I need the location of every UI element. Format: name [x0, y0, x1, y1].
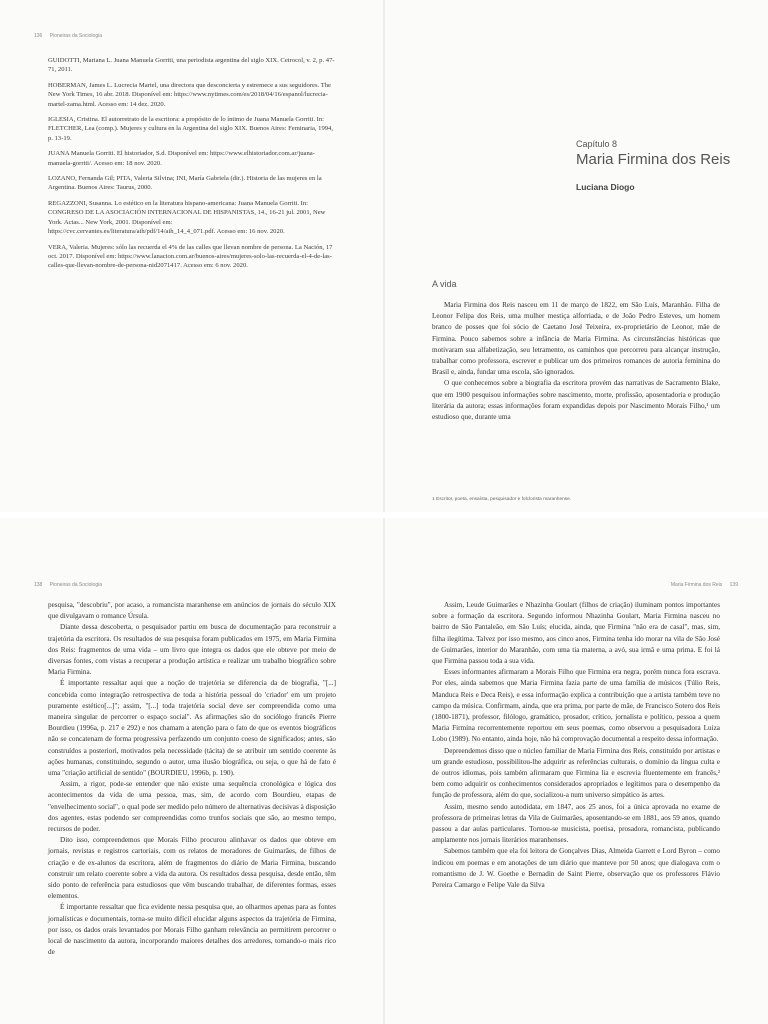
body-text-left — [48, 600, 336, 959]
reference-item: GUIDOTTI, Mariana L. Juana Manuela Gorriti, una periodista argentina del siglo XIX. Cetrocol, v. 2, p. 47-71, 2011. — [48, 57, 335, 74]
paragraph: Esses informantes afirmaram a Morais Filho que Firmina era negra, porém nunca fora escrava. Por eles, ainda sabemos que Maria Firmina fazia parte de uma família de músicos (Túlio Reis, Manduca Reis e Deca Reis), e essa informação explica a contribuição que a artista também teve no campo da música. Confirmam, ainda, que era prima, por parte de mãe, de Francisco Sotero dos Reis (1800-1871), professor, filólogo, gramático, prosador, crítico, jornalista e político, pessoa a quem Maria Firmina recorrentemente reportou em seus poemas, como observou a pesquisadora Luiza Lobo (1989). No entanto, ainda hoje, não há comprovação documental a respeito dessa informação. — [432, 668, 720, 744]
reference-item: JUANA Manuela Gorriti. El historiador, S.d. Disponível em: https://www.elhistoriador.com.ar/juana-manuela-gorriti/. Acesso em: 18 nov. 2020. — [48, 150, 315, 167]
chapter-title: Maria Firmina dos Reis — [576, 151, 731, 168]
bottom-spread — [0, 512, 768, 1024]
paragraph: Assim, Leude Guimarães e Nhazinha Goulart (filhos de criação) iluminam pontos importantes sobre a formação da escritora. Segundo informou Nhazinha Goulart, Maria Firmina nasceu no bairro de São Pantaleão, em São Luís; elucida, ainda, que Firmina "não era de casal", mas, sim, filha ilegítima. Talvez por isso mesmo, aos cinco anos, Firmina tenha ido morar na vila de São José de Guimarães, interior do Maranhão, com uma tia materna, a avó, sua irmã e uma prima. E foi lá que Firmina passou toda a sua vida. — [432, 601, 720, 666]
paragraph: É importante ressaltar que fica evidente nessa pesquisa que, ao olharmos apenas para as fontes jornalísticas e documentais, torna-se muito difícil elucidar alguns aspectos da trajetória de Firmina, por isso, os dados orais levantados por Morais Filho ganham relevância ao permitirem percorrer o local de nascimento da autora, incorporando maiores detalhes dos arredores, tornando-o mais rico de — [48, 903, 336, 957]
paragraph: É importante ressaltar aqui que a noção de trajetória se diferencia da de biografia, "[...] concebida como integração retrospectiva de toda a história pessoal do 'criador' em um projeto puramente estético[...]"; assim, "[...] toda trajetória social deve ser compreendida como uma maneira singular de percorrer o espaço social". As afirmações são do sociólogo francês Pierre Bourdieu (1996a, p. 217 e 292) e nos chamam a atenção para o fato de que os eventos biográficos não se concatenam de forma progressiva perfazendo um conjunto coeso de significados; antes, são construídos a posteriori, motivados pela necessidade (tácita) de se atribuir um sentido coerente às ações humanas, constituindo, segundo o autor, uma ilusão biográfica, ou seja, o que há de fato é uma "criação artificial de sentido" (BOURDIEU, 1996b, p. 190). — [48, 679, 336, 778]
page-number: 138 — [34, 582, 43, 588]
section-title: A vida — [432, 279, 457, 289]
paragraph: Diante dessa descoberta, o pesquisador partiu em busca de documentação para reconstruir a trajetória da escritora. Os resultados de sua pesquisa foram publicados em 1975, em Maria Firmina dos Reis: fragmentos de uma vida – um livro que integra os dados que ele obteve por meio de diversas fontes, com vistas a recuperar a produção artística e realizar um trabalho biográfico sobre Maria Firmina. — [48, 623, 336, 677]
references-list — [48, 56, 338, 277]
paragraph: Dito isso, compreendemos que Morais Filho procurou alinhavar os dados que obteve em jornais, revistas e registros cartoriais, com os relatos de moradores de Guimarães, de filhos de criação e de ex-alunos da escritora, além de fragmentos do diário de Maria Firmina, buscando construir um relato coerente sobre a vida da autora. Os resultados dessa pesquisa, desde então, têm sido ponto de referência para estudiosos que vêm buscando trabalhar, de diferentes formas, esses elementos. — [48, 836, 336, 901]
paragraph: Assim, mesmo sendo autodidata, em 1847, aos 25 anos, foi a única aprovada no exame de professora de primeiras letras da Vila de Guimarães, aposentando-se em 1881, aos 59 anos, quando passou a dar aulas particulares. Tornou-se musicista, poetisa, prosadora, romancista, publicando amplamente nos jornais literários maranhenses. — [432, 802, 720, 845]
running-header-left — [34, 582, 102, 588]
paragraph: Assim, a rigor, pode-se entender que não existe uma sequência cronológica e lógica dos acontecimentos da vida de uma pessoa, mas, sim, de acordo com Bourdieu, etapas de "envelhecimento social", o qual pode ser medido pelo número de alternativas decisivas à disposição dos agentes, estas podendo ser compreendidas como trunfos sociais que são, ao mesmo tempo, recursos de poder. — [48, 780, 336, 834]
running-header-left — [34, 33, 102, 39]
reference-item: LOZANO, Fernanda Gil; PITA, Valeria Silvina; INI, María Gabriela (dir.). Historia de las mujeres en la Argentina. Buenos Aires: Taurus, 2000. — [48, 175, 322, 192]
reference-item: IGLESIA, Cristina. El autorretrato de la escritora: a propósito de lo íntimo de Juana Manuela Gorriti. In: FLETCHER, Lea (comp.). Mujeres y cultura en la Argentina del siglo XIX. Buenos Aires: Feminaria, 1994, p. 13-19. — [48, 116, 333, 142]
reference-item: HOBERMAN, James L. Lucrecia Martel, una directora que desconcierta y estremece a sus seguidores. The New York Times, 16 abr. 2018. Disponível em: https://www.nytimes.com/es/2018/04/16/espanol/lucrecia-martel-zama.html. Acesso em: 14 dez. 2020. — [48, 81, 331, 108]
paragraph: Maria Firmina dos Reis nasceu em 11 de março de 1822, em São Luís, Maranhão. Filha de Leonor Felipa dos Reis, uma mulher mestiça alforriada, e de João Pedro Esteves, um homem branco de posses que foi sócio de Caetano José Teixeira, ex-proprietário de Leonor, mãe de Firmina. Pouco sabemos sobre a infância de Maria Firmina. As circunstâncias históricas que motivaram sua alfabetização, seu letramento, os caminhos que percorreu para alcançar instrução, trabalhar como professora, escrever e publicar um dos primeiros romances de autoria feminina do Brasil e, ainda, fundar uma escola, são ignorados. — [432, 301, 720, 377]
page-number: 136 — [34, 33, 43, 39]
reference-item: VERA, Valeria. Mujeres: sólo las recuerda el 4% de las calles que llevan nombre de persona. La Nación, 17 oct. 2017. Disponível em: https://www.lanacion.com.ar/buenos-aires/mujeres-solo-las-recuerda-el-4-de-las-calles-que-llevan-nombre-de-persona-nid2071417. Acesso em: 6 nov. 2020. — [48, 243, 333, 270]
page-number: 139 — [729, 582, 738, 588]
running-title: Pioneiras da Sociologia — [49, 33, 102, 39]
running-title: Pioneiras da Sociologia — [49, 582, 102, 588]
running-title: Maria Firmina dos Reis — [670, 582, 723, 588]
chapter-author: Luciana Diogo — [576, 182, 635, 192]
running-header-right — [671, 582, 738, 588]
gutter — [383, 0, 385, 512]
paragraph: Depreendemos disso que o núcleo familiar de Maria Firmina dos Reis, constituído por artistas e um grande estudioso, possibilitou-lhe adquirir as referências culturais, o domínio da língua culta e de outros idiomas, pois também afirmaram que Firmina lia e escrevia fluentemente em francês,² bem como adquirir os conhecimentos considerados apropriados e legítimos para o desempenho da função de professora, além do que, socializou-a num universo simpático às artes. — [432, 746, 720, 800]
gutter — [383, 518, 385, 1024]
reference-item: REGAZZONI, Susanna. Lo estético en la literatura hispano-americana: Juana Manuela Gorriti. In: CONGRESO DE LA ASOCIACIÓN INTERNACIONAL DE HISPANISTAS, 14., 16-21 jul. 2001, New York. Actas... New York, 2001. Disponível em: https://cvc.cervantes.es/literatura/aih/pdf/14/aih_14_4_071.pdf. Acesso em: 16 nov. 2020. — [48, 199, 326, 236]
paragraph: Sabemos também que ela foi leitora de Gonçalves Dias, Almeida Garrett e Lord Byron – como indicou em poemas e em anotações de um diário que manteve por 50 anos; que dialogava com o romantismo de J. W. Goethe e Bernadin de Saint Pierre, observação que os professores Flávio Pereira Camargo e Felipe Vale da Silva — [432, 847, 720, 890]
chapter-label: Capítulo 8 — [576, 139, 618, 149]
body-text-right — [432, 600, 720, 891]
paragraph: O que conhecemos sobre a biografia da escritora provém das narrativas de Sacramento Blake, que em 1900 pesquisou informações sobre nascimento, morte, profissão, aposentadoria e produção literária da autora; essas informações foram expandidas depois por Nascimento Morais Filho,¹ um estudioso que, durante uma — [432, 379, 720, 422]
body-text-right — [432, 300, 720, 423]
paragraph: pesquisa, "descobriu", por acaso, a romancista maranhense em anúncios de jornais do século XIX que divulgavam o romance Úrsula. — [48, 601, 336, 621]
footnote: 1 Escritor, poeta, ensaísta, pesquisador e folclorista maranhense. — [432, 497, 572, 502]
